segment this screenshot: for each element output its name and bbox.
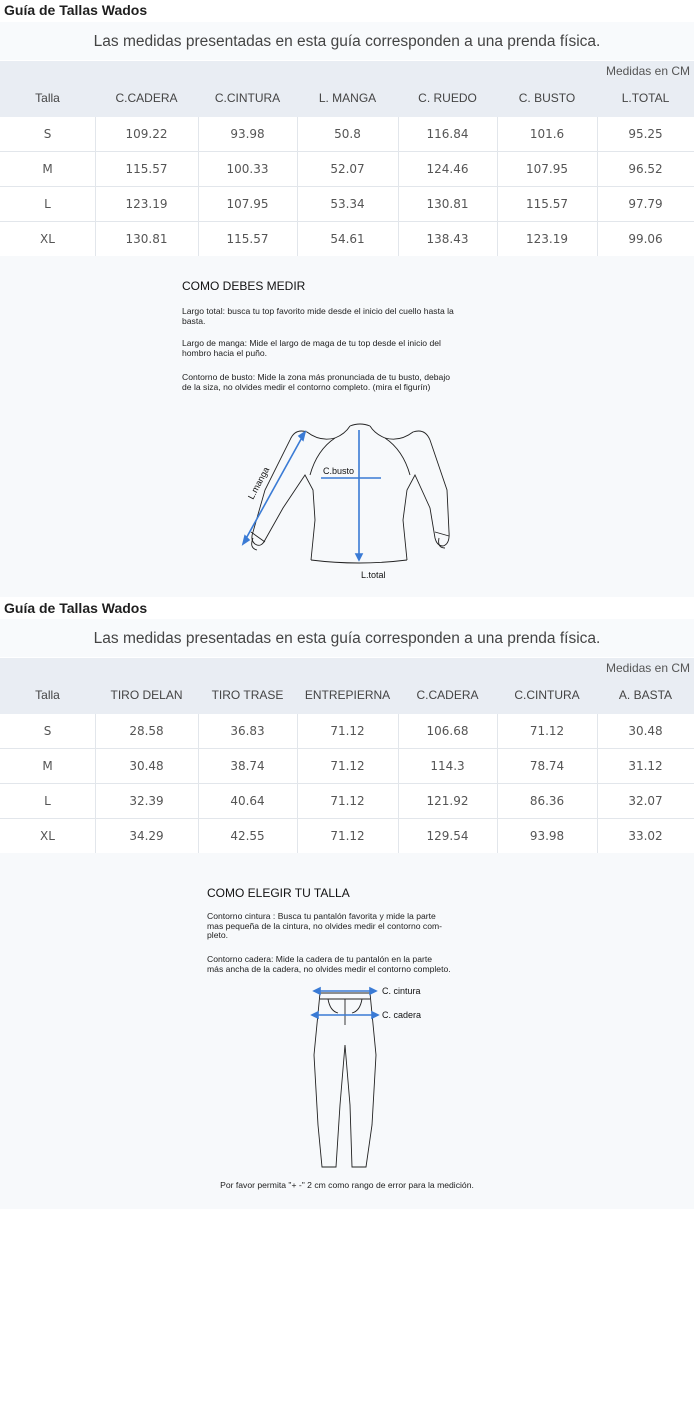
sleeve-label: L.manga <box>245 465 272 501</box>
unit-note: Medidas en CM <box>605 661 690 675</box>
value-cell: 100.33 <box>226 162 269 176</box>
header-cell: ENTREPIERNA <box>304 688 391 702</box>
value-cell: 28.58 <box>129 724 164 738</box>
hip-label: C. cadera <box>382 1010 422 1020</box>
header-cell: L.TOTAL <box>621 91 670 105</box>
value-cell: 93.98 <box>529 829 565 843</box>
value-cell: 31.12 <box>628 759 663 773</box>
value-cell: 32.07 <box>628 794 663 808</box>
waist-label: C. cintura <box>382 986 421 996</box>
value-cell: 96.52 <box>628 162 663 176</box>
size-cell: XL <box>40 829 55 843</box>
header-cell: L. MANGA <box>318 91 377 105</box>
value-cell: 114.3 <box>430 759 465 773</box>
value-cell: 71.12 <box>529 724 565 738</box>
value-cell: 116.84 <box>426 127 469 141</box>
header-cell: TIRO TRASE <box>211 688 284 702</box>
guide-title: Guía de Tallas Wados <box>4 600 148 616</box>
header-cell: C.CINTURA <box>514 688 580 702</box>
value-cell: 30.48 <box>129 759 164 773</box>
table-row <box>0 784 694 819</box>
header-cell: TIRO DELAN <box>110 688 183 702</box>
value-cell: 121.92 <box>426 794 469 808</box>
value-cell: 109.22 <box>125 127 168 141</box>
value-cell: 124.46 <box>426 162 469 176</box>
value-cell: 36.83 <box>230 724 265 738</box>
value-cell: 138.43 <box>426 232 469 246</box>
value-cell: 130.81 <box>125 232 168 246</box>
value-cell: 123.19 <box>526 232 568 246</box>
how-to-text: Contorno cadera: Mide la cadera de tu pantalón en la parte más ancha de la cadera, no olvides medir el contorno completo. <box>207 954 451 974</box>
header-cell: Talla <box>35 688 60 702</box>
value-cell: 54.61 <box>330 232 365 246</box>
size-cell: S <box>43 127 52 141</box>
table-row <box>0 152 694 187</box>
value-cell: 115.57 <box>125 162 168 176</box>
how-to-heading: COMO DEBES MEDIR <box>182 279 306 293</box>
value-cell: 40.64 <box>230 794 265 808</box>
header-cell: C. RUEDO <box>418 91 477 105</box>
value-cell: 95.25 <box>628 127 663 141</box>
table-row <box>0 117 694 152</box>
value-cell: 106.68 <box>426 724 469 738</box>
size-cell: S <box>43 724 52 738</box>
value-cell: 50.8 <box>334 127 361 141</box>
pants-figure <box>300 985 440 1171</box>
value-cell: 93.98 <box>230 127 265 141</box>
header-cell: C.CINTURA <box>214 91 281 105</box>
total-label: L.total <box>361 570 386 580</box>
how-to-heading: COMO ELEGIR TU TALLA <box>207 886 350 900</box>
size-cell: L <box>44 794 51 808</box>
size-cell: M <box>42 162 53 176</box>
bust-label: C.busto <box>323 466 355 476</box>
value-cell: 101.6 <box>529 127 565 141</box>
value-cell: 130.81 <box>426 197 469 211</box>
how-to-text: Largo de manga: Mide el largo de maga de tu top desde el inicio del hombro hacia el puño. <box>182 338 441 358</box>
value-cell: 33.02 <box>628 829 663 843</box>
value-cell: 115.57 <box>226 232 269 246</box>
value-cell: 107.95 <box>526 162 568 176</box>
guide-subtitle: Las medidas presentadas en esta guía corresponden a una prenda física. <box>93 33 601 50</box>
value-cell: 71.12 <box>330 829 365 843</box>
value-cell: 107.95 <box>226 197 269 211</box>
value-cell: 97.79 <box>628 197 663 211</box>
unit-note: Medidas en CM <box>605 64 690 78</box>
error-range-note: Por favor permita "+ -" 2 cm como rango de error para la medición. <box>220 1180 474 1190</box>
value-cell: 53.34 <box>330 197 365 211</box>
guide-subtitle: Las medidas presentadas en esta guía corresponden a una prenda física. <box>93 630 601 647</box>
value-cell: 34.29 <box>129 829 164 843</box>
top-garment-figure <box>235 420 465 590</box>
value-cell: 38.74 <box>230 759 265 773</box>
value-cell: 71.12 <box>330 759 365 773</box>
value-cell: 32.39 <box>129 794 164 808</box>
header-cell: C.CADERA <box>416 688 479 702</box>
value-cell: 99.06 <box>628 232 663 246</box>
value-cell: 42.55 <box>230 829 265 843</box>
value-cell: 78.74 <box>529 759 565 773</box>
size-cell: XL <box>40 232 55 246</box>
header-cell: C. BUSTO <box>518 91 576 105</box>
table-header <box>0 61 694 117</box>
bottom-size-guide <box>0 597 694 1209</box>
value-cell: 30.48 <box>628 724 663 738</box>
header-cell: C.CADERA <box>115 91 178 105</box>
value-cell: 71.12 <box>330 724 365 738</box>
size-cell: L <box>44 197 51 211</box>
table-row <box>0 819 694 854</box>
value-cell: 115.57 <box>526 197 568 211</box>
value-cell: 129.54 <box>426 829 469 843</box>
table-header <box>0 658 694 714</box>
table-row <box>0 749 694 784</box>
value-cell: 123.19 <box>125 197 168 211</box>
how-to-text: Contorno cintura : Busca tu pantalón favorita y mide la parte mas pequeña de la cintura, no olvides medir el contorno com- pleto. <box>207 911 443 940</box>
header-cell: A. BASTA <box>618 688 673 702</box>
value-cell: 86.36 <box>529 794 565 808</box>
table-row <box>0 222 694 257</box>
guide-title: Guía de Tallas Wados <box>4 2 148 18</box>
how-to-text: Contorno de busto: Mide la zona más pronunciada de tu busto, debajo de la siza, no olvides medir el contorno completo. (mira el figurín) <box>182 372 451 392</box>
top-size-guide <box>0 0 694 597</box>
table-row <box>0 714 694 749</box>
table-row <box>0 187 694 222</box>
how-to-text: Largo total: busca tu top favorito mide desde el inicio del cuello hasta la basta. <box>182 306 454 326</box>
value-cell: 71.12 <box>330 794 365 808</box>
value-cell: 52.07 <box>330 162 365 176</box>
header-cell: Talla <box>35 91 60 105</box>
size-cell: M <box>42 759 53 773</box>
